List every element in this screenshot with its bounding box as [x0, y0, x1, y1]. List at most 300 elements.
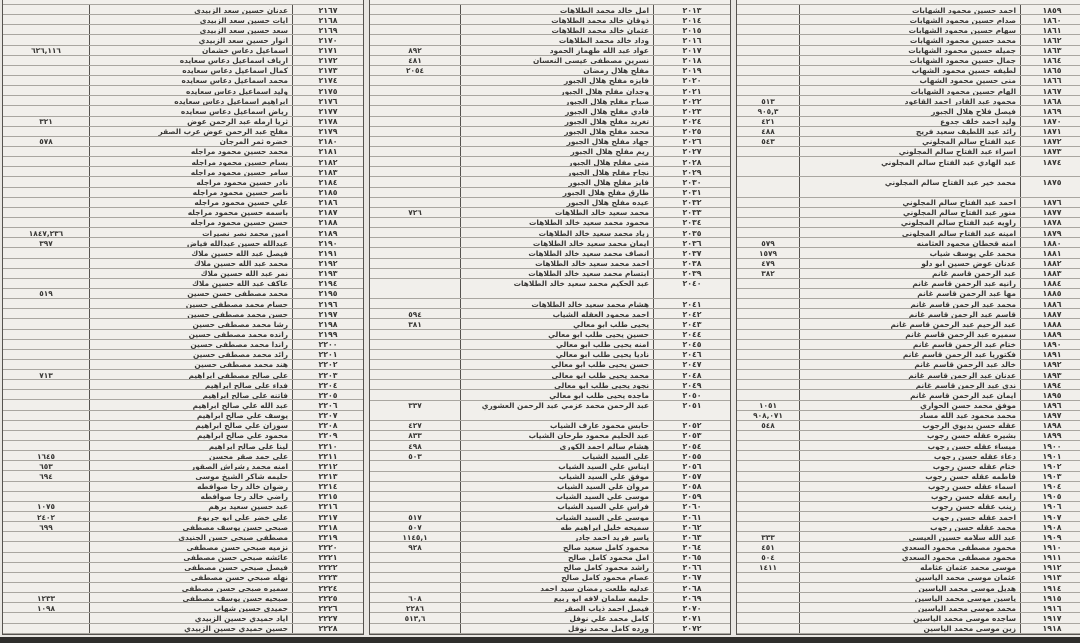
serial-cell: ٢٠٣٢ — [682, 198, 702, 207]
table-row — [3, 583, 363, 593]
table-row — [737, 360, 1080, 370]
serial-cell: ٢٠٣٩ — [682, 269, 702, 278]
table-row — [737, 259, 1080, 269]
table-row — [370, 502, 730, 512]
table-row — [3, 15, 363, 25]
amount-cell — [3, 390, 89, 399]
name-cell: ريم مفلح هلال الجبور — [460, 147, 654, 156]
amount-cell — [737, 512, 799, 521]
serial-cell: ٢١٧١ — [318, 46, 338, 55]
amount-cell — [370, 177, 460, 186]
serial-cell: ١٨٧٦ — [1042, 198, 1062, 207]
serial-cell: ٢٠٧٢ — [682, 624, 702, 633]
amount-cell — [3, 5, 89, 14]
amount-cell: ٢٠٥٤ — [405, 66, 425, 75]
amount-cell — [3, 15, 89, 24]
amount-cell: ٥٠٣ — [408, 451, 422, 461]
amount-cell: ٩٢٨ — [408, 542, 422, 552]
amount-cell — [3, 66, 89, 75]
amount-cell — [3, 86, 89, 95]
serial-cell: ٢٢١٨ — [318, 522, 338, 532]
serial-cell: ١٨٨٠ — [1042, 238, 1062, 248]
table-row — [3, 86, 363, 96]
serial-cell: ١٨٧٤ — [1042, 157, 1062, 167]
table-row — [3, 411, 363, 421]
table-row — [370, 553, 730, 563]
table-row — [3, 238, 363, 248]
table-row — [737, 96, 1080, 106]
serial-cell: ٢١٩٠ — [318, 238, 338, 248]
table-row — [3, 370, 363, 380]
amount-cell: ١١٤٥,١ — [402, 532, 428, 542]
amount-cell: ٥٧٩ — [761, 238, 775, 248]
table-row — [370, 370, 730, 380]
serial-cell: ٢٢١١ — [318, 451, 338, 461]
serial-cell: ٢٠٢٢ — [682, 96, 702, 106]
table-row — [737, 147, 1080, 157]
table-row — [737, 583, 1080, 593]
name-cell: امينه عبد الفتاح سالم المجلوني — [799, 228, 1021, 237]
table-row — [3, 188, 363, 198]
amount-cell — [3, 309, 89, 318]
amount-cell — [737, 502, 799, 511]
name-cell: زين موسى محمد الياسين — [799, 624, 1021, 633]
name-cell: نجود يحيى طلب ابو معالي — [460, 380, 654, 389]
amount-cell — [3, 350, 89, 359]
serial-cell: ١٩٠١ — [1042, 451, 1062, 461]
name-cell: رانيه عبد الرحمن قاسم غانم — [799, 279, 1021, 288]
serial-cell: ٢٢٢٤ — [318, 583, 338, 593]
name-cell: عبد الرحمن محمد عزمي عبد الرحمن العشوري — [460, 401, 654, 420]
table-row — [737, 46, 1080, 56]
name-cell: امل محمود كامل صالح — [460, 553, 654, 562]
name-cell: عدنان حسين سعد الزبيدي — [89, 5, 293, 14]
name-cell: خالد عبد الرحمن قاسم غانم — [799, 360, 1021, 369]
amount-cell — [370, 147, 460, 156]
amount-cell: ٨٩٢ — [408, 46, 422, 55]
table-row — [737, 248, 1080, 258]
name-cell: حسام محمد مصطفى حسين — [89, 299, 293, 308]
name-cell: محمود عبد القادر احمد القاعود — [799, 96, 1021, 105]
table-row — [737, 492, 1080, 502]
serial-cell: ٢٠٣١ — [682, 188, 702, 197]
amount-cell — [3, 35, 89, 44]
amount-cell — [370, 299, 460, 308]
table-row — [370, 86, 730, 96]
table-row — [3, 573, 363, 583]
serial-cell: ١٨٩٥ — [1042, 390, 1062, 400]
name-cell: مها عبد الرحمن قاسم غانم — [799, 289, 1021, 298]
amount-cell — [370, 25, 460, 34]
serial-cell: ٢٠٦٦ — [682, 563, 702, 572]
table-row — [370, 573, 730, 583]
table-row — [737, 624, 1080, 634]
amount-cell: ٥٤٣ — [761, 137, 775, 146]
serial-cell: ١٨٨٣ — [1042, 269, 1062, 278]
table-row — [737, 238, 1080, 248]
table-row — [3, 350, 363, 360]
table-row — [3, 603, 363, 613]
serial-cell: ٢٠٣٣ — [682, 208, 702, 217]
amount-cell — [3, 532, 89, 541]
name-cell: فاتنه علي صالح ابراهيم — [89, 390, 293, 399]
name-cell: فيصل احمد ذياب الصقر — [460, 603, 654, 612]
name-cell: فراس علي السيد الشياب — [460, 502, 654, 511]
amount-cell: ٦٩٩ — [39, 522, 53, 532]
table-row — [3, 35, 363, 45]
table-row — [370, 380, 730, 390]
name-cell: هند محمد مصطفى حسين — [89, 360, 293, 369]
name-cell: انوار حسين سعد الزبيدي — [89, 35, 293, 44]
name-cell: محمد مفلح هلال الجبور — [460, 127, 654, 136]
name-cell: علي السيد الشياب — [460, 451, 654, 460]
name-cell: صبحيه حسن يوسف مصطفى — [89, 593, 293, 602]
table-row — [3, 340, 363, 350]
table-row — [370, 299, 730, 309]
amount-cell — [370, 370, 460, 379]
table-row — [3, 553, 363, 563]
serial-cell: ٢١٧٢ — [318, 56, 338, 65]
name-cell: محمد عقله حسن رجوب — [799, 522, 1021, 531]
name-cell: سوزان علي صالح ابراهيم — [89, 421, 293, 430]
name-cell: منور عبد الفتاح سالم المجلوني — [799, 208, 1021, 217]
name-cell: محمد موسى محمد الياسين — [799, 603, 1021, 612]
name-cell: سهام حسين محمود الشهابات — [799, 25, 1021, 34]
table-row — [370, 461, 730, 471]
serial-cell: ٢٢٠٧ — [318, 411, 338, 420]
serial-cell: ٢٠٦٢ — [682, 522, 702, 532]
name-cell: محمد علي يوسف شياب — [799, 248, 1021, 257]
amount-cell: ١٠٧٥ — [36, 502, 56, 512]
serial-cell: ٢١٧٩ — [318, 127, 338, 136]
name-cell: موسى محمد عثمان عثامله — [799, 563, 1021, 572]
table-row — [370, 309, 730, 319]
serial-cell: ١٩١٥ — [1042, 593, 1062, 603]
amount-cell — [370, 492, 460, 501]
amount-cell — [3, 441, 89, 450]
amount-cell — [370, 127, 460, 136]
table-row — [370, 157, 730, 167]
name-cell: ساجده موسى محمد الياسين — [799, 613, 1021, 622]
serial-cell: ٢٠٤١ — [682, 299, 702, 309]
serial-cell: ٢٢٢٧ — [318, 613, 338, 623]
name-cell: رائد محمد مصطفى حسين — [89, 350, 293, 359]
serial-cell: ٢٢٠٢ — [318, 360, 338, 370]
name-cell: نمر عبد الله حسين ملاك — [89, 269, 293, 278]
name-cell: حسين يحيى طلب ابو معالي — [460, 330, 654, 339]
name-cell: اياد حميدي حسين الزبيدي — [89, 613, 293, 622]
serial-cell: ١٨٨٢ — [1042, 259, 1062, 268]
serial-cell: ٢٠٤٦ — [682, 350, 702, 359]
serial-cell: ٢١٩١ — [318, 248, 338, 258]
table-row — [370, 167, 730, 177]
amount-cell — [737, 624, 799, 633]
serial-cell: ٢١٩٣ — [318, 269, 338, 278]
serial-cell: ١٩٠٩ — [1042, 532, 1062, 542]
amount-cell: ٢٤٠٢ — [36, 512, 56, 522]
name-cell: سميحه خليل ابراهيم طه — [460, 522, 654, 531]
amount-cell: ١٠٩٨ — [36, 603, 56, 613]
name-cell: فيصل فلاح هلال الجبور — [799, 106, 1021, 115]
table-row — [3, 400, 363, 410]
serial-cell: ١٨٨٥ — [1042, 289, 1062, 299]
amount-cell: ٧٢٦ — [408, 208, 422, 217]
name-cell: تغريد مفلح هلال الجبور — [460, 117, 654, 126]
table-row — [3, 613, 363, 623]
table-row — [3, 76, 363, 86]
name-cell: كمال اسماعيل دعاس سعايده — [89, 66, 293, 75]
amount-cell — [3, 248, 89, 257]
table-row — [370, 269, 730, 279]
name-cell: عبد الرحمن قاسم غانم — [799, 269, 1021, 278]
amount-cell — [3, 563, 89, 572]
name-cell: رائد عبد اللطيف سعيد فريج — [799, 127, 1021, 136]
name-cell: ذوقان خالد محمد الطلاهات — [460, 15, 654, 24]
amount-cell — [737, 76, 799, 85]
serial-cell: ١٨٩٣ — [1042, 370, 1062, 380]
serial-cell: ٢٢٢١ — [318, 553, 338, 562]
amount-cell — [737, 573, 799, 582]
serial-cell: ٢١٦٩ — [318, 25, 338, 35]
name-cell: محمد اسماعيل دعاس سعايده — [89, 76, 293, 85]
table-row — [3, 532, 363, 542]
amount-cell — [737, 340, 799, 349]
name-cell: راشد محمود كامل صالح — [460, 563, 654, 572]
name-cell: نهله صبحي حسن مصطفى — [89, 573, 293, 582]
name-cell: ياسر فريد احمد جادر — [460, 532, 654, 541]
serial-cell: ٢٠٥٤ — [682, 441, 702, 451]
serial-cell: ١٩٠٨ — [1042, 522, 1062, 532]
serial-cell: ٢٠١٦ — [682, 35, 702, 45]
amount-cell: ٧١٣ — [39, 370, 53, 380]
amount-cell — [370, 228, 460, 237]
name-cell: ختام عقله حسن رجوب — [799, 461, 1021, 470]
name-cell: وجدان مفلح هلال الجبور — [460, 86, 654, 95]
table-row — [737, 482, 1080, 492]
register-groups — [2, 0, 1080, 635]
amount-cell: ١٠٥١ — [758, 401, 778, 410]
name-cell: حميدي حسين شهاب — [89, 603, 293, 612]
serial-cell: ٢١٩٤ — [318, 279, 338, 288]
table-row — [370, 330, 730, 340]
name-cell: ايناس علي السيد الشياب — [460, 461, 654, 470]
name-cell: ناصر حسين محمود مراجله — [89, 188, 293, 197]
table-row — [3, 208, 363, 218]
table-row — [737, 563, 1080, 573]
name-cell: بشيره عقله حسن رجوب — [799, 431, 1021, 440]
table-row — [370, 431, 730, 441]
serial-cell: ٢١٩٩ — [318, 330, 338, 339]
amount-cell: ٤٧٩ — [761, 259, 775, 268]
name-cell: هشام محمد سعيد خالد الطلاهات — [460, 299, 654, 308]
table-row — [370, 563, 730, 573]
amount-cell: ٣٨١ — [408, 319, 422, 329]
name-cell: سعد حسين سعد الزبيدي — [89, 25, 293, 34]
serial-cell: ٢٢٢٠ — [318, 542, 338, 552]
name-cell: محمود علي صالح ابراهيم — [89, 431, 293, 440]
amount-cell: ٤٢١ — [761, 117, 775, 126]
name-cell: بسام حسين محمود مراجله — [89, 157, 293, 166]
serial-cell: ١٨٦٧ — [1042, 86, 1062, 96]
serial-cell: ٢٠٢٨ — [682, 157, 702, 167]
table-row — [370, 472, 730, 482]
table-row — [737, 431, 1080, 441]
serial-cell: ٢٠٦٧ — [682, 573, 702, 583]
serial-cell: ٢٠٤٨ — [682, 370, 702, 380]
name-cell: ماجده يحيى طلب ابو معالي — [460, 390, 654, 399]
amount-cell — [737, 482, 799, 491]
table-row — [3, 177, 363, 187]
serial-cell: ٢١٨٢ — [318, 157, 338, 167]
serial-cell: ٢١٨١ — [318, 147, 338, 157]
table-row — [737, 117, 1080, 127]
serial-cell: ١٨٩٩ — [1042, 431, 1062, 441]
amount-cell — [3, 330, 89, 339]
name-cell: اسراء عبد الفتاح سالم المجلوني — [799, 147, 1021, 156]
table-row — [3, 46, 363, 56]
table-row — [3, 66, 363, 76]
rows-container — [737, 5, 1080, 634]
amount-cell — [3, 340, 89, 349]
table-row — [370, 583, 730, 593]
amount-cell — [737, 492, 799, 501]
serial-cell: ٢١٨٧ — [318, 208, 338, 217]
serial-cell: ٢٠٢٠ — [682, 76, 702, 86]
name-cell: محمد عبد الرحمن قاسم غانم — [799, 299, 1021, 308]
amount-cell: ٣٨٢ — [761, 269, 775, 278]
name-cell: عقله حسن بديوي الرجوب — [799, 421, 1021, 430]
amount-cell: ٤٨١ — [408, 56, 422, 65]
serial-cell: ٢٢٠١ — [318, 350, 338, 359]
amount-cell — [737, 198, 799, 207]
amount-cell: ٥١٣ — [761, 96, 775, 106]
amount-cell: ٥٩٤ — [408, 309, 422, 319]
name-cell: جميله حسين محمود الشهابات — [799, 46, 1021, 55]
serial-cell: ٢٢٢٣ — [318, 573, 338, 583]
serial-cell: ٢١٧٤ — [318, 76, 338, 86]
table-row — [3, 56, 363, 66]
serial-cell: ٢٠٣٠ — [682, 177, 702, 187]
amount-cell — [3, 411, 89, 420]
table-row — [3, 309, 363, 319]
amount-cell — [370, 350, 460, 359]
rows-container — [3, 5, 363, 634]
name-cell: موفق علي السيد الشياب — [460, 472, 654, 481]
amount-cell: ٥٠٤ — [761, 553, 775, 562]
name-cell: رضوان خالد رجا صوافطه — [89, 482, 293, 491]
serial-cell: ٢٠٦٩ — [682, 593, 702, 603]
table-row — [737, 370, 1080, 380]
table-row — [737, 177, 1080, 197]
table-row — [370, 340, 730, 350]
amount-cell — [737, 279, 799, 288]
name-cell: فيصل عبد الله حسين ملاك — [89, 248, 293, 257]
serial-cell: ٢١٨٣ — [318, 167, 338, 177]
amount-cell: ٥١٧ — [408, 512, 422, 522]
name-cell: نادر حسين محمود مراجله — [89, 177, 293, 186]
table-row — [3, 482, 363, 492]
name-cell: امين محمد نصر نصيرات — [89, 228, 293, 237]
amount-cell — [737, 25, 799, 34]
amount-cell — [370, 106, 460, 115]
serial-cell: ٢٢٠٠ — [318, 340, 338, 349]
serial-cell: ٢٠١٤ — [682, 15, 702, 25]
amount-cell: ٥١٣,٦ — [404, 613, 426, 623]
name-cell: فادي مفلح هلال الجبور — [460, 106, 654, 115]
name-cell: محمود مصطفى محمود السعدي — [799, 553, 1021, 562]
serial-cell: ١٩١٠ — [1042, 542, 1062, 552]
table-row — [737, 106, 1080, 116]
amount-cell — [370, 482, 460, 491]
amount-cell: ٨٣٣ — [408, 431, 422, 441]
amount-cell — [370, 157, 460, 166]
serial-cell: ٢٠٤٣ — [682, 319, 702, 329]
table-row — [3, 380, 363, 390]
amount-cell — [3, 380, 89, 389]
serial-cell: ٢١٨٥ — [318, 188, 338, 197]
serial-cell: ٢٠١٨ — [682, 56, 702, 65]
serial-cell: ١٨٨٧ — [1042, 309, 1062, 319]
amount-cell: ٣٩٧ — [39, 238, 53, 248]
amount-cell — [370, 117, 460, 126]
amount-cell — [3, 127, 89, 136]
amount-cell — [737, 583, 799, 592]
serial-cell: ٢٠٢٧ — [682, 147, 702, 157]
serial-cell: ٢٠١٧ — [682, 46, 702, 55]
name-cell: عبد الهادي عبد الفتاح سالم المجلوني — [799, 157, 1021, 176]
amount-cell — [3, 421, 89, 430]
serial-cell: ١٨٦٩ — [1042, 106, 1062, 116]
amount-cell — [737, 228, 799, 237]
serial-cell: ١٨٦٦ — [1042, 76, 1062, 86]
serial-cell: ٢٠٤٤ — [682, 330, 702, 339]
serial-cell: ١٨٧٨ — [1042, 218, 1062, 228]
table-row — [370, 593, 730, 603]
serial-cell: ٢٠٥٩ — [682, 492, 702, 501]
name-cell: يحيى طلب ابو معالي — [460, 319, 654, 328]
name-cell: عدنان عوض حسين ابو دلو — [799, 259, 1021, 268]
serial-cell: ٢١٩٢ — [318, 259, 338, 268]
table-row — [3, 137, 363, 147]
serial-cell: ٢٠٥٥ — [682, 451, 702, 461]
table-row — [370, 360, 730, 370]
serial-cell: ١٨٧٠ — [1042, 117, 1062, 126]
name-cell: عصام محمود كامل صالح — [460, 573, 654, 582]
amount-cell — [370, 624, 460, 633]
amount-cell — [3, 624, 89, 633]
name-cell: اسماعيل دعاس خشمان — [89, 46, 293, 55]
table-row — [370, 218, 730, 228]
table-row — [3, 127, 363, 137]
table-row — [737, 380, 1080, 390]
serial-cell: ١٩٠٥ — [1042, 492, 1062, 501]
name-cell: حليمه شاكر الشيخ موسى — [89, 471, 293, 480]
serial-cell: ١٨٩١ — [1042, 350, 1062, 359]
name-cell: موسى علي السيد الشياب — [460, 512, 654, 521]
amount-cell — [737, 451, 799, 460]
name-cell: مفلح هلال رمضان — [460, 66, 654, 75]
table-row — [370, 350, 730, 360]
amount-cell — [737, 157, 799, 176]
serial-cell: ٢٠٥٧ — [682, 472, 702, 481]
table-row — [737, 350, 1080, 360]
table-row — [737, 441, 1080, 451]
serial-cell: ٢٠٤٠ — [682, 279, 702, 289]
table-row — [737, 289, 1080, 299]
name-cell: الهام حسين محمود الشهابات — [799, 86, 1021, 95]
name-cell: امل خالد محمد الطلاهات — [460, 5, 654, 14]
table-row — [3, 319, 363, 329]
